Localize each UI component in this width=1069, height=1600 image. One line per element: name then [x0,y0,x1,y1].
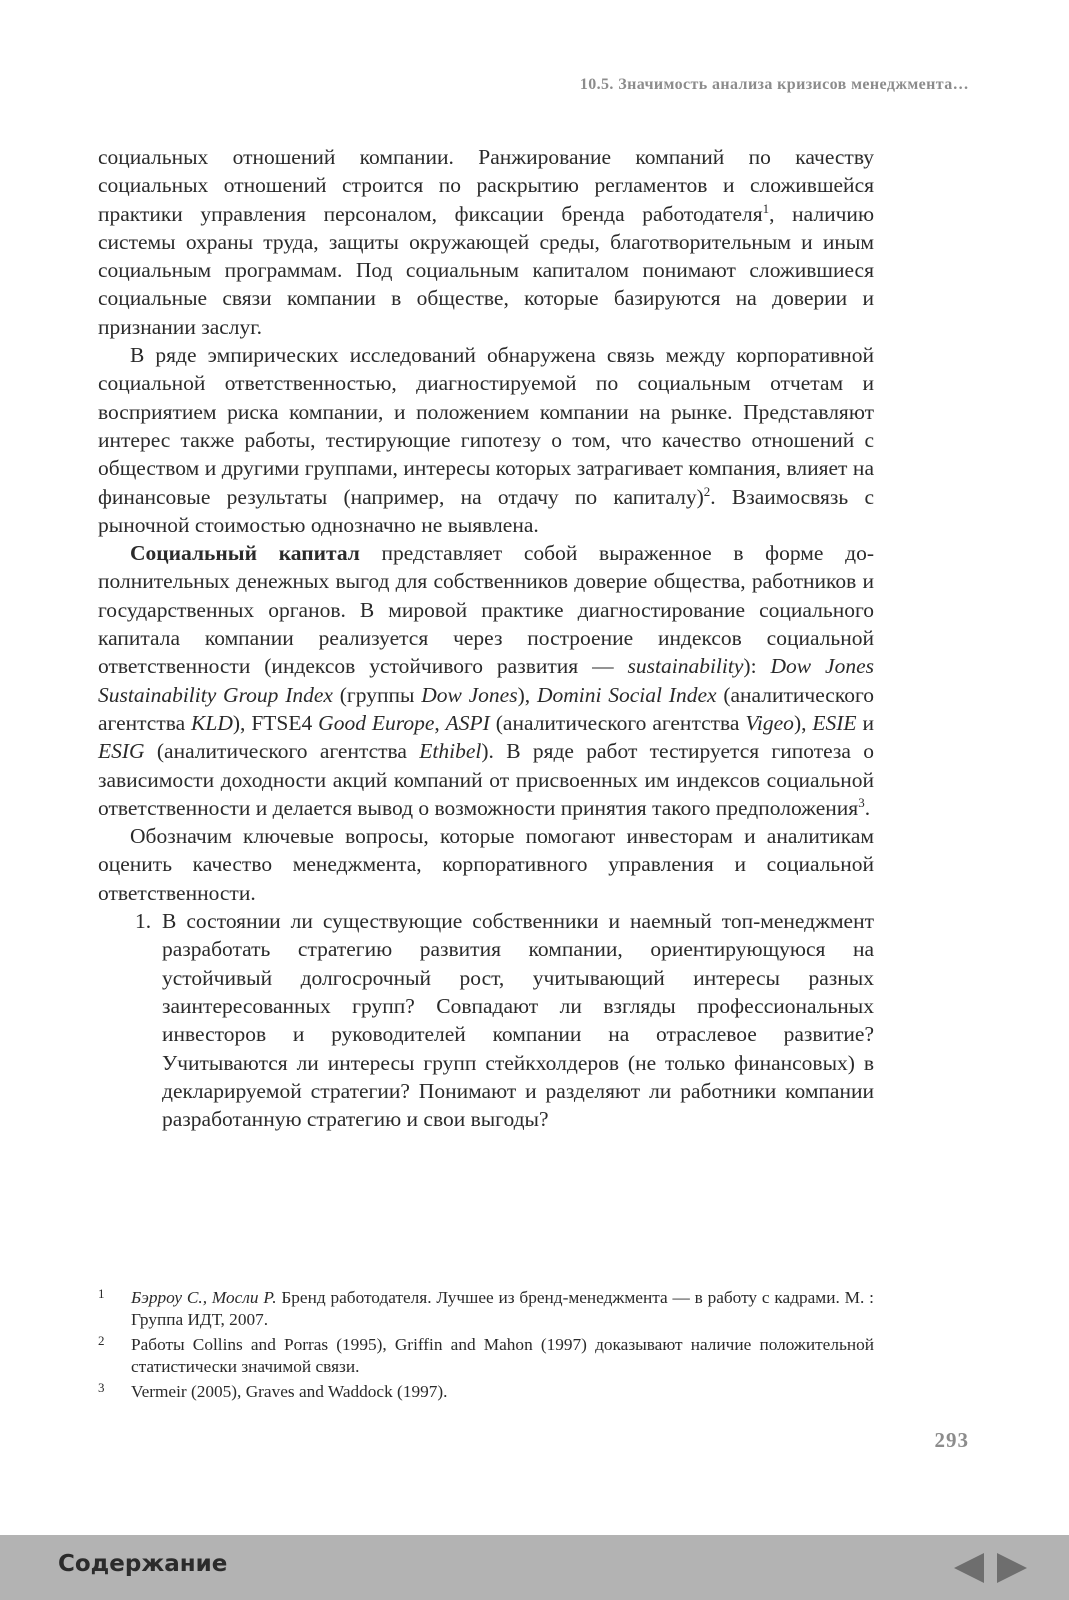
paragraph-text: и [856,710,874,735]
footnote-text: Бренд работодателя. Лучшее из бренд-менеджмента — в работу с кадрами. М. : Группа ИДТ, 2007. [131,1288,874,1329]
page-body [98,143,874,1133]
previous-page-button[interactable] [952,1552,986,1584]
paragraph-text: (аналитического агентства [98,682,874,735]
paragraph-4: Обозначим ключевые вопросы, которые помогают инвесторам и аналитикам оценить качество менеджмента, корпоративного управления и социальной ответственности. [98,824,874,905]
paragraph-text: (группы [332,682,422,707]
footnotes [98,1287,874,1406]
footnote-ref[interactable]: 3 [858,794,865,810]
italic-term: ESIG [98,739,145,764]
paragraph-text: В ряде эмпирических исследований обнаружена связь между корпоративной социальной ответственностью, диагностируемой по социальным отчетам и восприятием риска компании, и положением компании на рынке. Представляют интерес также работы, тестирующие гипотезу о том, что качество отношений с обществом и другими группами, интересы которых затрагивает компания, влияет на финансовые результаты (например, на отдачу по капиталу) [98,343,874,509]
paragraph-text: ). В ряде работ тестируется гипотеза о зависимости доходности акций компаний от присвоенных им индексов социальной ответственности и делается вывод о возможности принятия такого предположения [98,739,874,820]
paragraph-text: (аналитического агентства [144,739,420,764]
paragraph-text: социальных отношений компании. Ранжирование компаний по качеству социальных отношений строится по раскрытию регламентов и сложившейся практики управления персоналом, фиксации бренда работодателя [98,145,874,226]
footnote-mark: 1 [98,1286,105,1301]
list-item-number: 1. [135,909,152,934]
running-header: 10.5. Значимость анализа кризисов менеджмента… [579,76,969,93]
contents-link[interactable]: Содержание [58,1551,228,1577]
paragraph-text: представляет собой выраженное в форме дополнительных денежных выгод для собственников доверие общества, работников и государственных органов. В мировой практике диагностирование социального капитала компании реализуется через построение индексов социальной ответственности (индексов устойчивого развития — [98,541,874,679]
italic-term: Vigeo [745,710,794,735]
paragraph-2 [98,341,874,539]
footnote-mark: 3 [98,1380,105,1395]
footnote-authors: Бэрроу С., Мосли Р. [131,1288,277,1307]
italic-term: Dow Jones Sustainability Group Index [98,654,874,707]
next-page-button[interactable] [995,1552,1029,1584]
paragraph-text: ), [793,710,813,735]
italic-term: Good Europe [318,710,435,735]
italic-term: Domini Social Index [536,682,717,707]
italic-term: Dow Jones [421,682,518,707]
triangle-right-icon [995,1552,1029,1584]
paragraph-text: . [864,795,871,820]
footnote-1 [98,1287,874,1331]
footnote-2 [98,1334,874,1378]
navigation-bar [0,1535,1069,1600]
paragraph-text: , [434,710,446,735]
italic-term: ASPI [445,710,490,735]
paragraph-1 [98,143,874,341]
list-item [98,907,874,1133]
paragraph-text: ), [517,682,537,707]
footnote-text: Vermeir (2005), Graves and Waddock (1997). [131,1382,448,1401]
paragraph-text: , наличию системы охраны труда, защиты окружающей среды, благотворительным и иным социальным программам. Под социальным капиталом понимают сложившиеся социальные связи компании в обществе, которые базируются на доверии и признании заслуг. [98,201,875,339]
paragraph-text: ), FTSE4 [232,710,319,735]
numbered-list [98,907,874,1133]
footnote-ref[interactable]: 2 [703,483,711,499]
paragraph-text: ): [743,654,771,679]
paragraph-3 [98,539,874,822]
footnote-ref[interactable]: 1 [762,200,770,216]
paragraph-text: (аналитического агентства [489,710,746,735]
footnote-text: Работы Collins and Porras (1995), Griffin and Mahon (1997) доказывают наличие положительной статистически значимой связи. [131,1335,874,1376]
footnote-3 [98,1381,874,1403]
italic-term: KLD [191,710,233,735]
italic-term: sustainability [627,654,744,679]
list-item-text: В состоянии ли существующие собственники и наемный топ-менеджмент разработать стратегию развития компании, ориентирующуюся на устойчивый долгосрочный рост, учитывающий интересы разных заинтересованных групп? Совпадают ли взгляды профессиональных инвесторов и руководителей компании на отраслевое развитие? Учитываются ли интересы групп стейкхолдеров (не только финансовых) в декларируемой стратегии? Понимают и разделяют ли работники компании разработанную стратегию и свои выгоды? [162,909,874,1132]
footnote-mark: 2 [98,1333,105,1348]
triangle-left-icon [952,1552,986,1584]
page-number: 293 [934,1428,969,1452]
paragraph-text: . Взаимосвязь с рыночной стоимостью однозначно не выявлена. [98,484,874,537]
italic-term: ESIE [812,710,857,735]
italic-term: Ethibel [419,739,482,764]
defined-term: Социальный капитал [130,541,360,566]
